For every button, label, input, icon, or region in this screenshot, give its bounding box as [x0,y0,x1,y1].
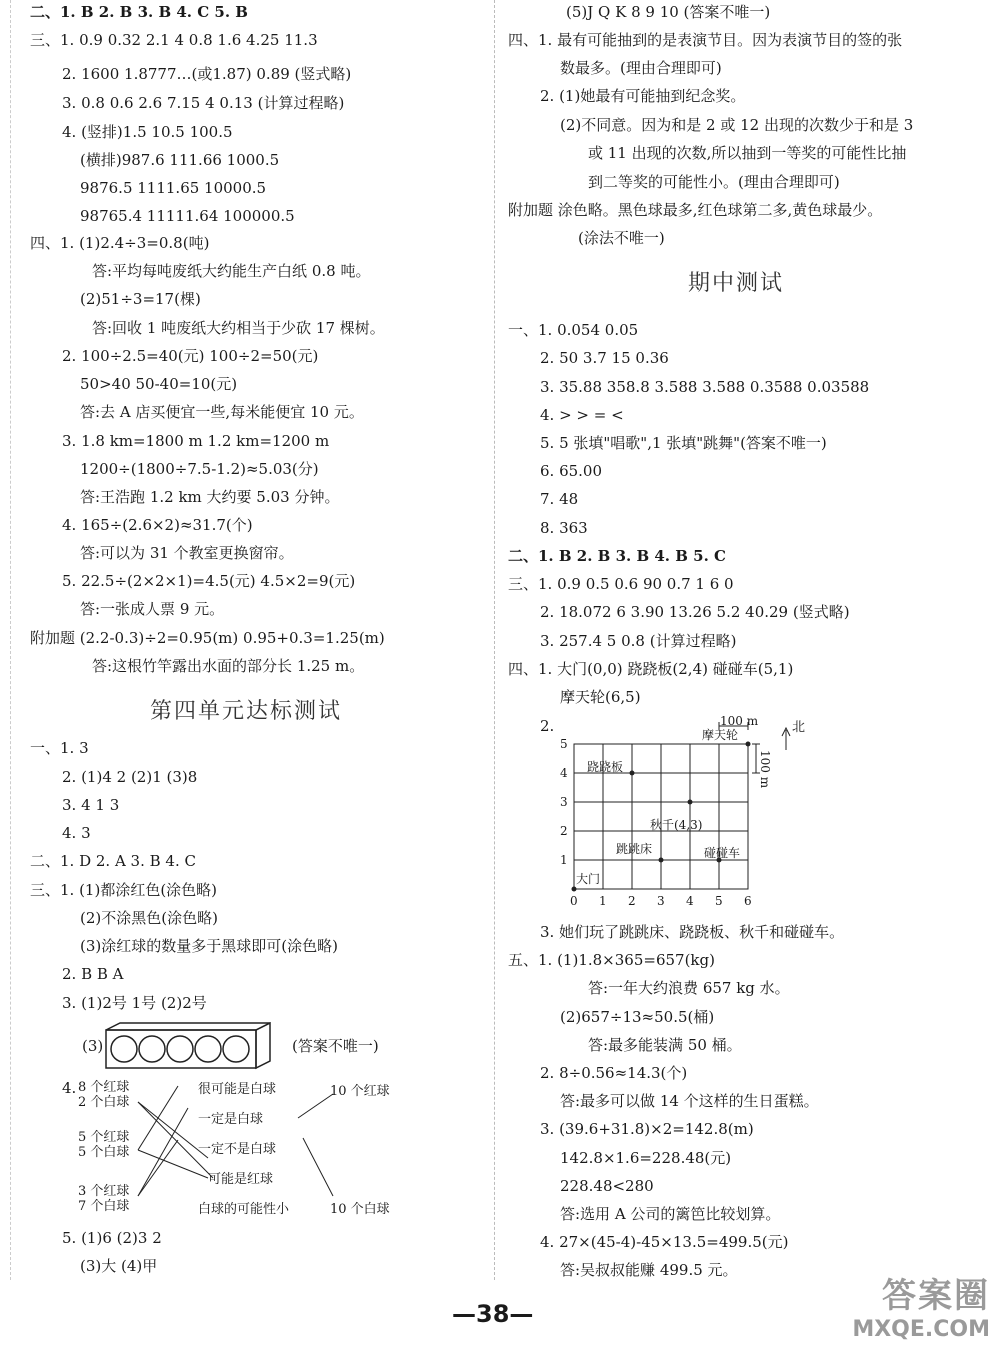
answer-line: 答:平均每吨废纸大约能生产白纸 0.8 吨。 [92,262,371,280]
answer-line: 四、1. 大门(0,0) 跷跷板(2,4) 碰碰车(5,1) [508,660,794,678]
answer-line: 一、1. 3 [30,739,89,757]
match-right-item: 10 个白球 [330,1202,390,1217]
x-tick: 4 [686,894,694,908]
y-tick: 1 [560,853,568,867]
answer-line: 或 11 出现的次数,所以抽到一等奖的可能性比抽 [588,144,907,162]
scale-label-y: 100 m [758,750,772,789]
answer-line: 2. 50 3.7 15 0.36 [540,349,669,367]
section-title: 期中测试 [688,271,785,296]
answer-line: 3. 4 1 3 [62,796,120,814]
y-tick: 5 [560,737,568,751]
north-label: 北 [792,720,806,735]
answer-line: 五、1. (1)1.8×365=657(kg) [508,951,715,969]
answer-line: (涂法不唯一) [578,229,665,247]
answer-line: 2. B B A [62,965,124,983]
answer-line: 50>40 50-40=10(元) [80,375,238,393]
matching-diagram [78,1078,458,1218]
page-number: —38— [452,1300,534,1328]
coordinate-grid [544,714,844,914]
answer-line: (横排)987.6 111.66 1000.5 [80,151,280,169]
answer-line: 9876.5 1111.65 10000.5 [80,179,267,197]
watermark-url: MXQE.COM [852,1317,990,1342]
match-left-item: 5 个白球 [78,1145,130,1160]
match-left-item: 3 个红球 [78,1184,130,1199]
answer-line: 3. 257.4 5 0.8 (计算过程略) [540,632,737,650]
answer-line: 4. [62,1079,77,1097]
match-left-item: 5 个红球 [78,1130,130,1145]
x-tick: 5 [715,894,723,908]
answer-line: 答:一年大约浪费 657 kg 水。 [588,979,790,997]
grid-label: 跷跷板 [587,760,624,774]
x-tick: 2 [628,894,636,908]
y-tick: 2 [560,824,568,838]
answer-line: 4. 3 [62,824,91,842]
answer-line: 2. 8÷0.56≈14.3(个) [540,1064,688,1082]
x-tick: 3 [657,894,665,908]
answer-line: 答:选用 A 公司的篱笆比较划算。 [560,1205,781,1223]
answer-line: 答:可以为 31 个教室更换窗帘。 [80,544,294,562]
answer-line: 三、1. (1)都涂红色(涂色略) [30,881,218,899]
answer-line: 1200÷(1800÷7.5-1.2)≈5.03(分) [80,460,319,478]
left-margin-line [10,0,11,1280]
answer-line: 3. (39.6+31.8)×2=142.8(m) [540,1120,754,1138]
answer-line: 三、1. 0.9 0.32 2.1 4 0.8 1.6 4.25 11.3 [30,31,318,49]
x-tick: 6 [744,894,752,908]
answer-line: 附加题 涂色略。黑色球最多,红色球第二多,黄色球最少。 [508,201,883,219]
answer-line: 228.48<280 [560,1177,654,1195]
answer-line: 4. (竖排)1.5 10.5 100.5 [62,123,233,141]
answer-line: 二、1. B 2. B 3. B 4. B 5. C [508,547,726,565]
answer-line: 5. 5 张填"唱歌",1 张填"跳舞"(答案不唯一) [540,434,827,452]
answer-line: 附加题 (2.2-0.3)÷2=0.95(m) 0.95+0.3=1.25(m) [30,629,385,647]
answer-line: 答:一张成人票 9 元。 [80,600,225,618]
grid-label: 碰碰车 [704,846,741,860]
grid-label: 大门 [576,872,601,886]
answer-line: 8. 363 [540,519,588,537]
grid-label: 秋千(4,3) [650,818,703,832]
answer-line: 3. 1.8 km=1800 m 1.2 km=1200 m [62,432,330,450]
answer-line: (2)不同意。因为和是 2 或 12 出现的次数少于和是 3 [560,116,914,134]
answer-line: 3. 0.8 0.6 2.6 7.15 4 0.13 (计算过程略) [62,94,345,112]
answer-line: 到二等奖的可能性小。(理由合理即可) [588,173,840,191]
answer-line: (2)51÷3=17(棵) [80,290,201,308]
answer-line: 答:这根竹竿露出水面的部分长 1.25 m。 [92,657,365,675]
match-left-item: 8 个红球 [78,1080,130,1095]
answer-line: 二、1. B 2. B 3. B 4. C 5. B [30,3,248,21]
answer-line: 3. (1)2号 1号 (2)2号 [62,994,207,1012]
answer-line: 摩天轮(6,5) [560,688,641,706]
answer-line: 答:吴叔叔能赚 499.5 元。 [560,1261,738,1279]
answer-line: 2. (1)4 2 (2)1 (3)8 [62,768,198,786]
match-left-item: 7 个白球 [78,1199,130,1214]
watermark-text: 答案圈 [882,1276,990,1316]
answer-line: 答:王浩跑 1.2 km 大约要 5.03 分钟。 [80,488,340,506]
answer-line: 三、1. 0.9 0.5 0.6 90 0.7 1 6 0 [508,575,734,593]
answer-line: 7. 48 [540,490,579,508]
grid-label: 跳跳床 [616,842,653,856]
answer-line: 答:最多可以做 14 个这样的生日蛋糕。 [560,1092,819,1110]
answer-line: 2. (1)她最有可能抽到纪念奖。 [540,87,746,105]
answer-line: (3)涂红球的数量多于黑球即可(涂色略) [80,937,338,955]
scale-label-x: 100 m [720,714,759,728]
answer-line: 答:最多能装满 50 桶。 [588,1036,742,1054]
match-mid-item: 一定是白球 [198,1112,264,1127]
answer-line: 4. > > = < [540,406,624,424]
column-divider [494,0,495,1280]
match-right-item: 10 个红球 [330,1084,390,1099]
answer-line: 2. 18.072 6 3.90 13.26 5.2 40.29 (竖式略) [540,603,850,621]
match-mid-item: 一定不是白球 [198,1142,277,1157]
answer-line: 四、1. 最有可能抽到的是表演节目。因为表演节目的签的张 [508,31,903,49]
answer-line: 6. 65.00 [540,462,603,480]
grid-label: 摩天轮 [702,728,739,742]
answer-line: 3. 她们玩了跳跳床、跷跷板、秋千和碰碰车。 [540,923,845,941]
answer-line: 4. 27×(45-4)-45×13.5=499.5(元) [540,1233,789,1251]
answer-line: 98765.4 11111.64 100000.5 [80,207,295,225]
x-tick: 0 [570,894,578,908]
x-tick: 1 [599,894,607,908]
answer-line: 数最多。(理由合理即可) [560,59,722,77]
answer-line: (3) [82,1037,104,1055]
answer-line: 5. 22.5÷(2×2×1)=4.5(元) 4.5×2=9(元) [62,572,356,590]
answer-line: 142.8×1.6=228.48(元) [560,1149,732,1167]
match-mid-item: 可能是红球 [208,1172,274,1187]
match-mid-item: 很可能是白球 [198,1082,277,1097]
answer-line: (2)不涂黑色(涂色略) [80,909,218,927]
answer-line: 4. 165÷(2.6×2)≈31.7(个) [62,516,253,534]
section-title: 第四单元达标测试 [150,699,343,724]
answer-line: 一、1. 0.054 0.05 [508,321,639,339]
answer-line: (5)J Q K 8 9 10 (答案不唯一) [566,3,771,21]
y-tick: 3 [560,795,568,809]
match-left-item: 2 个白球 [78,1095,130,1110]
answer-line: 5. (1)6 (2)3 2 [62,1229,162,1247]
answer-line: (3)大 (4)甲 [80,1257,158,1275]
answer-line: 2. 100÷2.5=40(元) 100÷2=50(元) [62,347,319,365]
y-tick: 4 [560,766,568,780]
answer-line: 四、1. (1)2.4÷3=0.8(吨) [30,234,210,252]
answer-line: 答:去 A 店买便宜一些,每米能便宜 10 元。 [80,403,364,421]
answer-line: 答:回收 1 吨废纸大约相当于少砍 17 棵树。 [92,319,385,337]
answer-line: 二、1. D 2. A 3. B 4. C [30,852,196,870]
answer-line: 2. 1600 1.8777…(或1.87) 0.89 (竖式略) [62,65,352,83]
watermark-logo [852,1268,990,1342]
answer-line: 2. [540,717,555,735]
ball-box-figure [102,1022,282,1074]
match-mid-item: 白球的可能性小 [198,1202,290,1217]
answer-line: (答案不唯一) [292,1037,379,1055]
answer-line: 3. 35.88 358.8 3.588 3.588 0.3588 0.03588 [540,378,870,396]
answer-line: (2)657÷13≈50.5(桶) [560,1008,715,1026]
